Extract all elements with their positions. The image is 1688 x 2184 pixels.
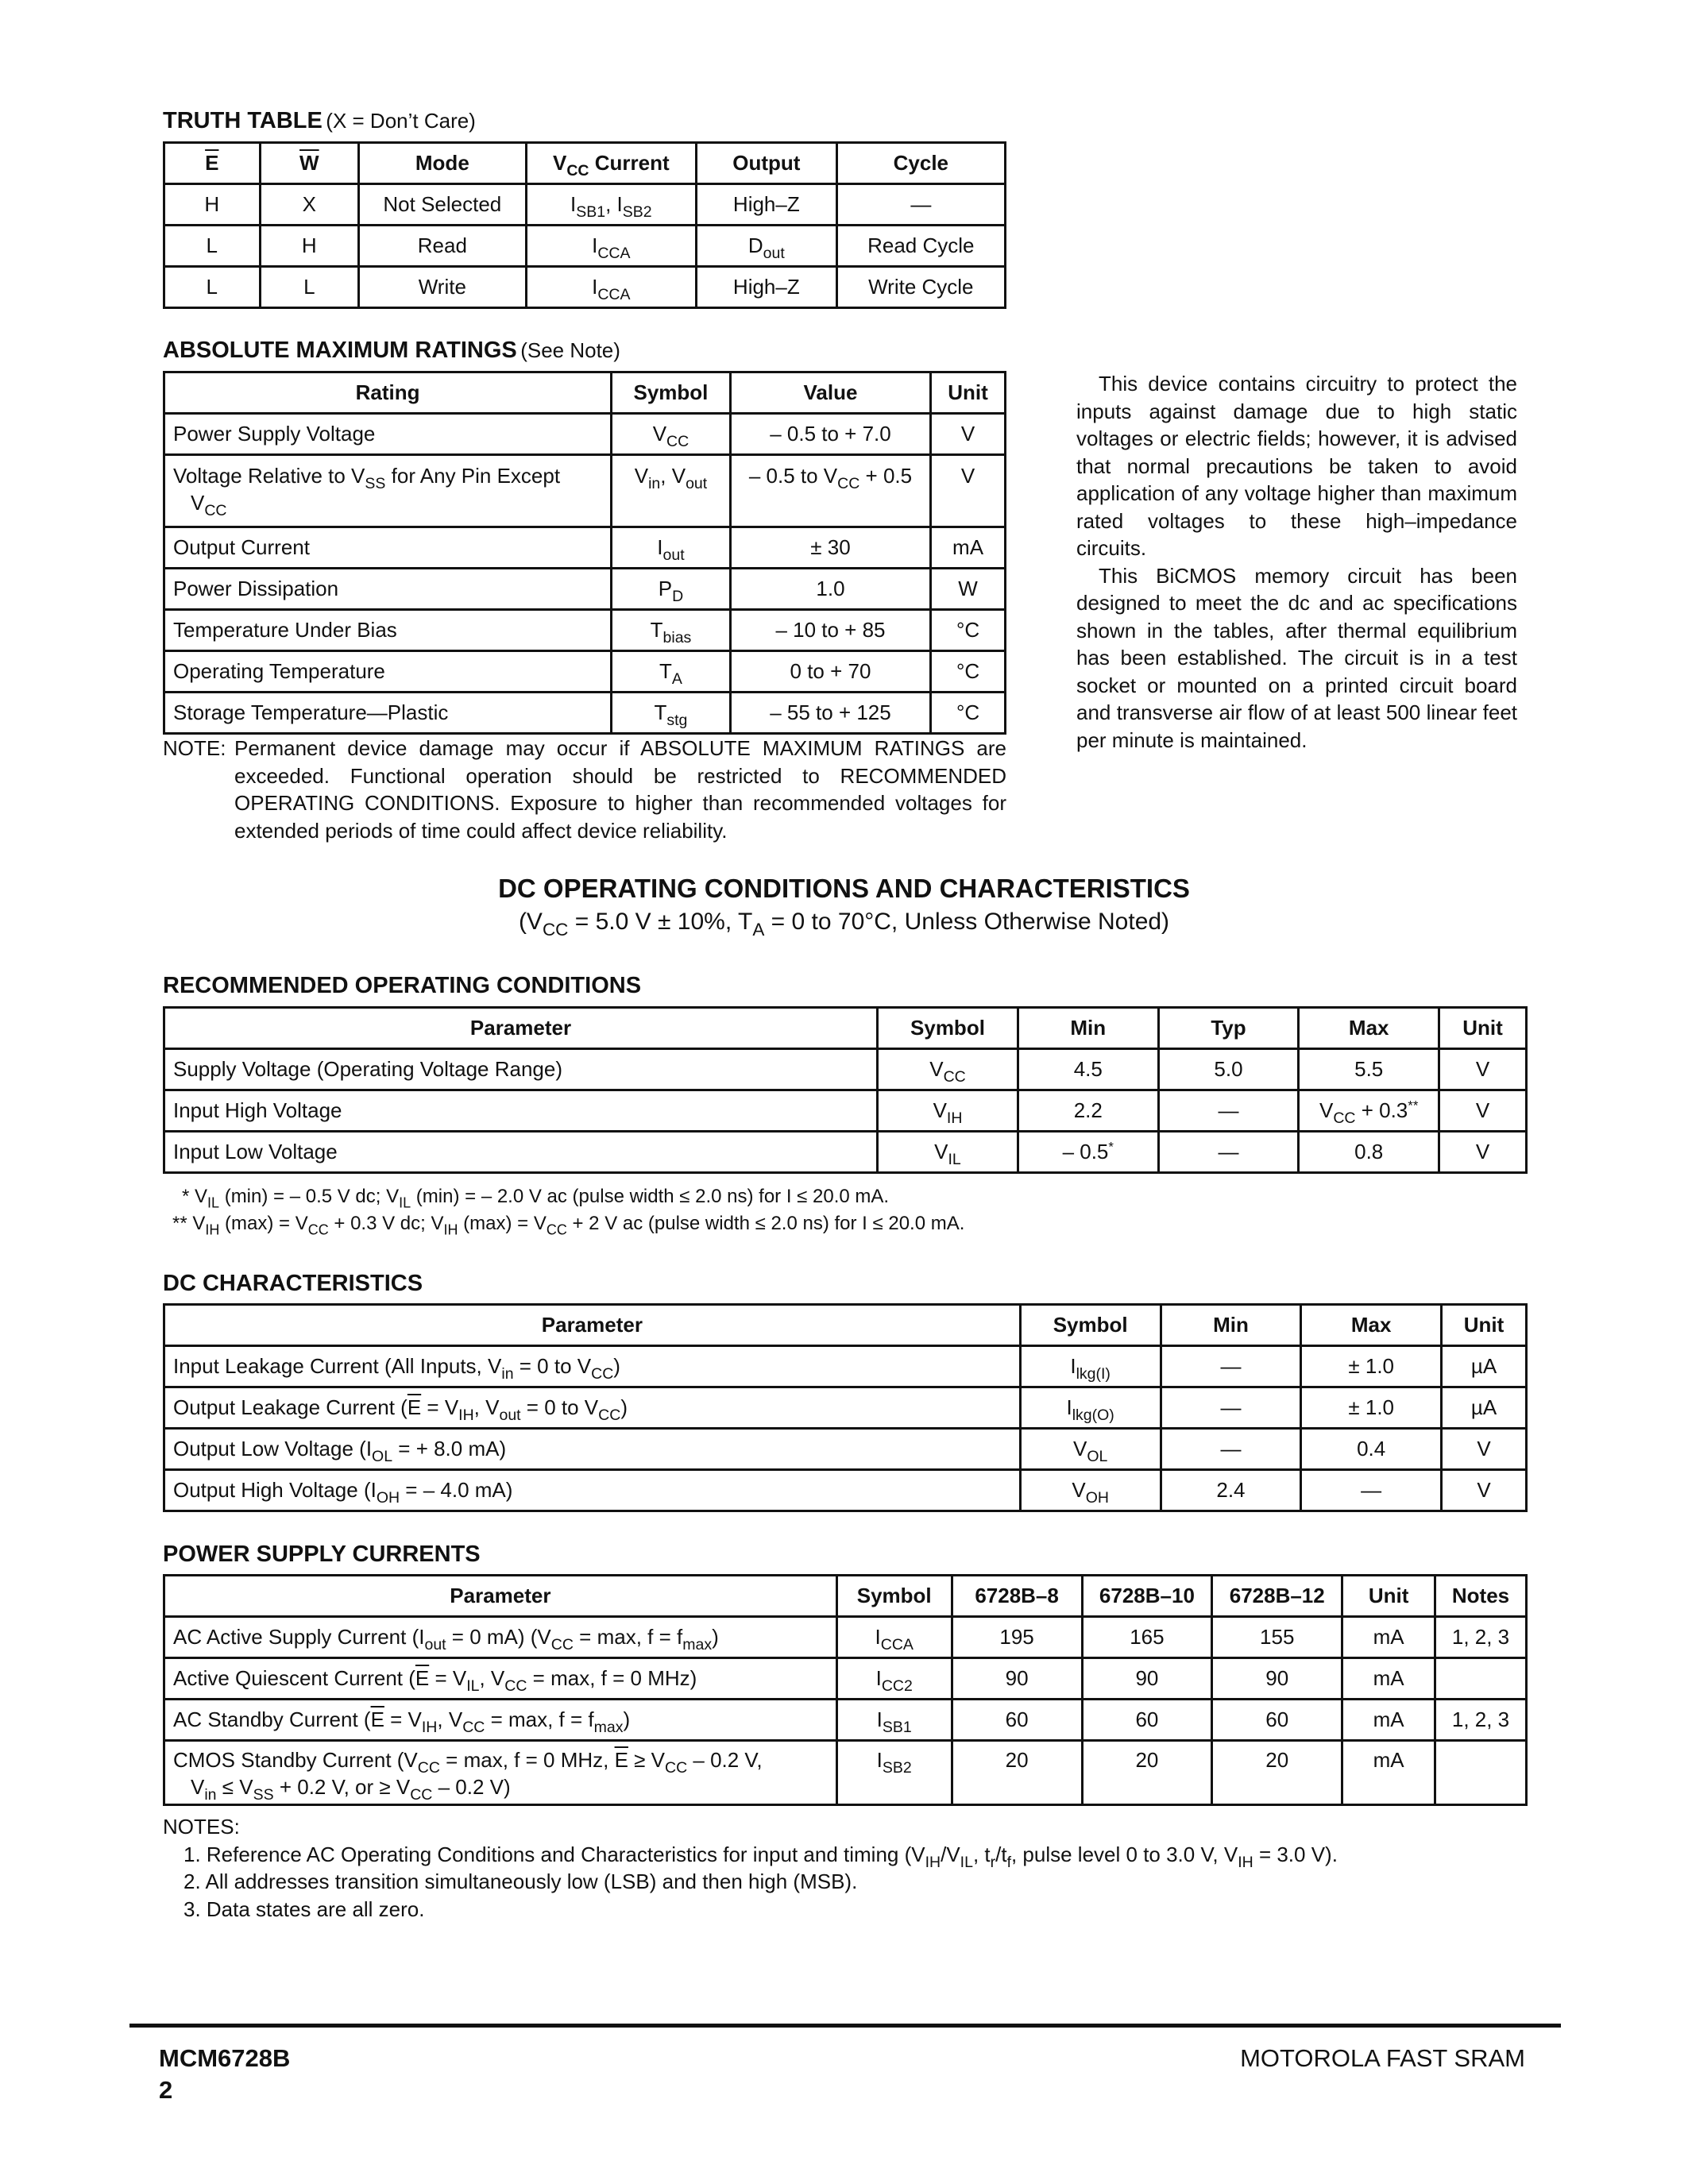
roc-title: RECOMMENDED OPERATING CONDITIONS bbox=[163, 973, 642, 998]
table-row: Temperature Under Bias $T_{bias}$ – 10 to + 85 °C bbox=[164, 610, 1006, 651]
dc-heading: DC OPERATING CONDITIONS AND CHARACTERISTICS ($V_{CC} = 5.0$ V ± 10%, $T_A = 0$ to 70°C, Unless Otherwise Noted) bbox=[498, 874, 1190, 940]
footer-rule bbox=[129, 2024, 1561, 2028]
roc-table: Parameter Symbol Min Typ Max Unit Supply Voltage (Operating Voltage Range) $V_{CC}$ 4.5 5.0 5.5 V Input High Voltage $V_{IH}$ 2.2 — $V_{CC} + 0.3^{**}$ V Input Low Voltage $V_{IL}$ – 0.5* — 0.8 V bbox=[163, 1006, 1528, 1174]
abs-max-title: ABSOLUTE MAXIMUM RATINGS (See Note) bbox=[163, 338, 620, 363]
table-row: L H Read $I_{CCA}$ $D_{out}$ Read Cycle bbox=[164, 226, 1006, 267]
table-row: Output Leakage Current ($\overline{E} = V_{IH}$, $V_{out} = 0$ to $V_{CC}$) $I_{lkg(O)}$ — ± 1.0 µA bbox=[164, 1387, 1527, 1429]
dcc-title: DC CHARACTERISTICS bbox=[163, 1271, 423, 1296]
table-row: Voltage Relative to $V_{SS}$ for Any Pin Except $V_{CC}$ $V_{in}$, $V_{out}$ – 0.5 to $V_{CC} + 0.5$ V bbox=[164, 455, 1006, 527]
truth-table-title: TRUTH TABLE (X = Don’t Care) bbox=[163, 108, 476, 133]
table-row: Input Leakage Current (All Inputs, $V_{in} = 0$ to $V_{CC}$) $I_{lkg(I)}$ — ± 1.0 µA bbox=[164, 1346, 1527, 1387]
dcc-table: Parameter Symbol Min Max Unit Input Leakage Current (All Inputs, $V_{in} = 0$ to $V_{CC}$) $I_{lkg(I)}$ — ± 1.0 µA Output Leakage Current ($\overline{E} = V_{IH}$, $V_{out} = 0$ to $V_{CC}$) $I_{lkg(O)}$ — ± 1.0 µA Output Low Voltage ($I_{OL}$ = + 8.0 mA) $V_{OL}$ — 0.4 V Output High Voltage ($I_{OH}$ = – 4.0 mA) $V_{OH}$ 2.4 — V bbox=[163, 1303, 1528, 1512]
table-row: Active Quiescent Current ($\overline{E} = V_{IL}$, $V_{CC} = \max$, f = 0 MHz) $I_{CC2}$ 90 90 90 mA bbox=[164, 1658, 1527, 1700]
table-row: Input Low Voltage $V_{IL}$ – 0.5* — 0.8 V bbox=[164, 1132, 1527, 1173]
table-row: CMOS Standby Current ($V_{CC} = \max$, f = 0 MHz, $\overline{E} \ge V_{CC} - 0.2$ V, $V_{in} \le V_{SS} + 0.2$ V, or ≥ $V_{CC} - 0.2$ V) $I_{SB2}$ 20 20 20 mA bbox=[164, 1741, 1527, 1805]
table-row: Output Current $I_{out}$ ± 30 mA bbox=[164, 527, 1006, 569]
table-row: H X Not Selected $I_{SB1}$, $I_{SB2}$ High–Z — bbox=[164, 184, 1006, 226]
table-row: Input High Voltage $V_{IH}$ 2.2 — $V_{CC} + 0.3^{**}$ V bbox=[164, 1090, 1527, 1132]
roc-footnotes: * $V_{IL}$ (min) = – 0.5 V dc; $V_{IL}$ (min) = – 2.0 V ac (pulse width ≤ 2.0 ns) for I ≤ 20.0 mA. ** $V_{IH}$ $(\max) = V_{CC} + 0.3$ V dc; $V_{IH}$ $(\max) = V_{CC} + 2$ V ac (pulse width ≤ 2.0 ns) for I ≤ 20.0 mA. bbox=[172, 1186, 965, 1238]
abs-max-note: NOTE: Permanent device damage may occur if ABSOLUTE MAXIMUM RATINGS are exceeded. Functional operation should be restricted to RECOMMENDED OPERATING CONDITIONS. Exposure to higher than recommended voltages for extended periods of time could affect device reliability. bbox=[163, 736, 1006, 843]
table-row: AC Active Supply Current ($I_{out} = 0$ mA) ($V_{CC} = \max$, $f = f_{max}$) $I_{CCA}$ 195 165 155 mA 1, 2, 3 bbox=[164, 1617, 1527, 1658]
psc-table: Parameter Symbol 6728B–8 6728B–10 6728B–12 Unit Notes AC Active Supply Current ($I_{out} = 0$ mA) ($V_{CC} = \max$, $f = f_{max}$) $I_{CCA}$ 195 165 155 mA 1, 2, 3 Active Quiescent Current ($\overline{E} = V_{IL}$, $V_{CC} = \max$, f = 0 MHz) $I_{CC2}$ 90 90 90 mA AC Standby Current ($\overline{E} = V_{IH}$, $V_{CC} = \max$, $f = f_{max}$) $I_{SB1}$ 60 60 60 mA 1, 2, 3 CMOS Standby Current ($V_{CC} = \max$, f = 0 MHz, $\overline{E} \ge V_{CC} - 0.2$ V, $V_{in} \le V_{SS} + 0.2$ V, or ≥ $V_{CC} - 0.2$ V) $I_{SB2}$ 20 20 20 mA bbox=[163, 1574, 1528, 1806]
side-text: This device contains circuitry to protect the inputs against damage due to high static voltages or electric fields; however, it is advised that normal precautions be taken to avoid application of any voltage higher than maximum rated voltages to these high–impedance circuits. This BiCMOS memory circuit has been designed to meet the dc and ac specifications shown in the tables, after thermal equilibrium has been established. The circuit is in a test socket or mounted on a printed circuit board and transverse air flow of at least 500 linear feet per minute is maintained. bbox=[1076, 372, 1517, 752]
table-row: Output Low Voltage ($I_{OL}$ = + 8.0 mA) $V_{OL}$ — 0.4 V bbox=[164, 1429, 1527, 1470]
truth-table: $\overline{E}$ $\overline{W}$ Mode $V_{CC}$ Current Output Cycle H X Not Selected $I_{SB1}$, $I_{SB2}$ High–Z — L H Read $I_{CCA}$ $D_{out}$ Read Cycle L L Write $I_{CCA}$ High–Z Write Cycle bbox=[163, 141, 1006, 309]
table-row: Storage Temperature—Plastic $T_{stg}$ – 55 to + 125 °C bbox=[164, 693, 1006, 734]
psc-title: POWER SUPPLY CURRENTS bbox=[163, 1542, 481, 1567]
abs-max-table: Rating Symbol Value Unit Power Supply Voltage $V_{CC}$ – 0.5 to + 7.0 V Voltage Relative to $V_{SS}$ for Any Pin Except $V_{CC}$ $V_{in}$, $V_{out}$ – 0.5 to $V_{CC} + 0.5$ V Output Current $I_{out}$ ± 30 mA Power Dissipation $P_D$ 1.0 W Temperature Under Bias $T_{bias}$ – 10 to + 85 °C Operating Temperature $T_A$ 0 to + 70 °C Storage Temperature—Plastic $T_{stg}$ – 55 to + 125 °C bbox=[163, 371, 1006, 735]
footer-left: MCM6728B 2 bbox=[159, 2044, 291, 2104]
table-row: Supply Voltage (Operating Voltage Range) $V_{CC}$ 4.5 5.0 5.5 V bbox=[164, 1049, 1527, 1090]
table-row: Power Dissipation $P_D$ 1.0 W bbox=[164, 569, 1006, 610]
table-row: Output High Voltage ($I_{OH}$ = – 4.0 mA) $V_{OH}$ 2.4 — V bbox=[164, 1470, 1527, 1511]
table-row: L L Write $I_{CCA}$ High–Z Write Cycle bbox=[164, 267, 1006, 308]
table-row: Power Supply Voltage $V_{CC}$ – 0.5 to + 7.0 V bbox=[164, 414, 1006, 455]
psc-notes: NOTES: 1. Reference AC Operating Conditions and Characteristics for input and timing ($V_{IH}/V_{IL}$, $t_r/t_f$, pulse level 0 to 3.0 V, $V_{IH} = 3.0$ V). 2. All addresses transition simultaneously low (LSB) and then high (MSB). 3. Data states are all zero. bbox=[163, 1815, 1338, 1921]
footer-right: MOTOROLA FAST SRAM bbox=[1240, 2044, 1525, 2072]
table-row: AC Standby Current ($\overline{E} = V_{IH}$, $V_{CC} = \max$, $f = f_{max}$) $I_{SB1}$ 60 60 60 mA 1, 2, 3 bbox=[164, 1700, 1527, 1741]
table-row: Operating Temperature $T_A$ 0 to + 70 °C bbox=[164, 651, 1006, 693]
